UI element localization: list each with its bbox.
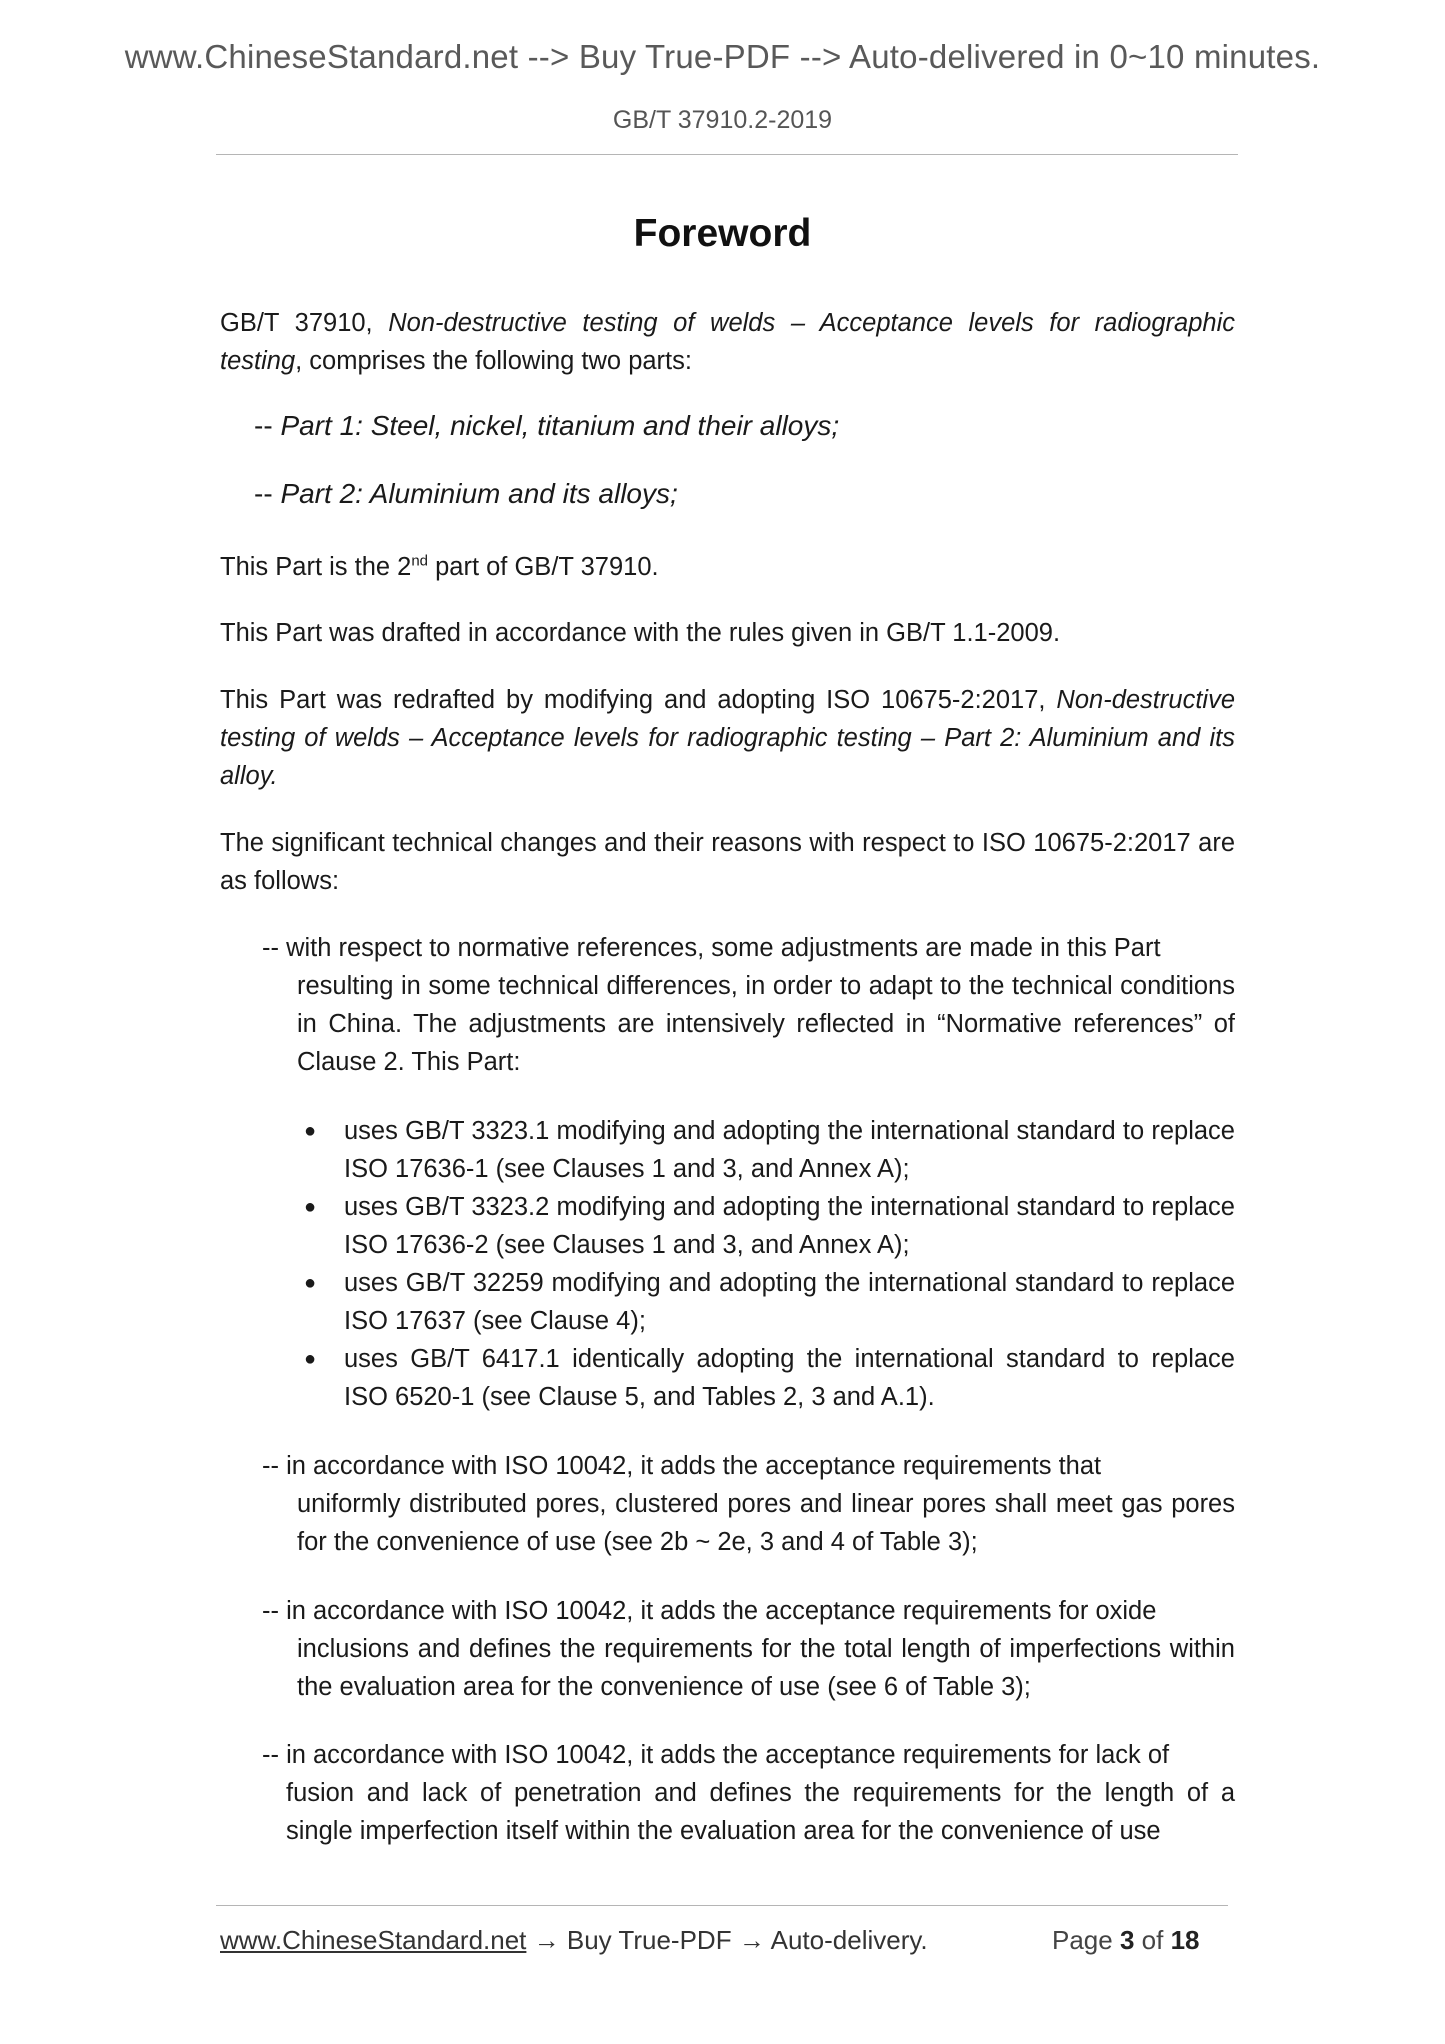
list-item: ● uses GB/T 3323.2 modifying and adopting the international standard to replace ISO 17636-2 (see Clauses 1 and 3, and Annex A); bbox=[304, 1189, 1235, 1264]
ordinal-superscript: nd bbox=[411, 552, 429, 570]
document-code: GB/T 37910.2-2019 bbox=[612, 106, 833, 134]
change-item-oxide-inclusions: -- in accordance with ISO 10042, it adds the acceptance requirements for oxide inclusions and defines the requirements for the total length of imperfections within the evaluation area for the convenience of use (see 6 of Table 3); bbox=[262, 1597, 1235, 1701]
bullet-list bbox=[304, 1113, 1235, 1417]
footer-divider bbox=[216, 1905, 1228, 1906]
bullet-icon: ● bbox=[304, 1196, 317, 1218]
arrow-right-icon: → bbox=[738, 1925, 765, 1955]
top-banner: www.ChineseStandard.net --> Buy True-PDF --> Auto-delivered in 0~10 minutes. bbox=[124, 38, 1321, 75]
bullet-icon: ● bbox=[304, 1120, 317, 1142]
changes-intro-paragraph: The significant technical changes and their reasons with respect to ISO 10675-2:2017 are as follows: bbox=[220, 829, 1235, 895]
bullet-icon: ● bbox=[304, 1348, 317, 1370]
intro-text: GB/T 37910, bbox=[220, 309, 389, 337]
arrow-right-icon: → bbox=[533, 1925, 560, 1955]
part-2-label: Part 2: Aluminium and its alloys; bbox=[280, 478, 678, 509]
change-item-normative-references: -- with respect to normative references, some adjustments are made in this Part resulting in some technical differences, in order to adapt to the technical conditions in China. The adjustments are intensively reflected in “Normative references” of Clause 2. This Part: bbox=[262, 934, 1235, 1076]
page-title: Foreword bbox=[633, 212, 812, 255]
footer-link-text bbox=[220, 1925, 928, 1956]
part-1-label: Part 1: Steel, nickel, titanium and their alloys; bbox=[280, 410, 840, 441]
list-item: ● uses GB/T 32259 modifying and adopting the international standard to replace ISO 17637 (see Clause 4); bbox=[304, 1265, 1235, 1340]
page-number: 3 bbox=[1119, 1925, 1135, 1955]
part-item: -- Part 1: Steel, nickel, titanium and their alloys; bbox=[254, 410, 840, 441]
intro-text-end: , comprises the following two parts: bbox=[295, 347, 692, 375]
footer-delivery-label: Auto-delivery. bbox=[770, 1925, 928, 1955]
part-number-paragraph: This Part is the 2nd part of GB/T 37910. bbox=[220, 552, 659, 581]
part-item: -- Part 2: Aluminium and its alloys; bbox=[254, 478, 678, 509]
page-indicator: Page 3 of 18 bbox=[1052, 1925, 1200, 1955]
bullet-icon: ● bbox=[304, 1272, 317, 1294]
page-total: 18 bbox=[1170, 1925, 1200, 1955]
change-item-lack-of-fusion: -- in accordance with ISO 10042, it adds the acceptance requirements for lack of fusion and lack of penetration and defines the requirements for the length of a single imperfection itself within the evaluation area for the convenience of use bbox=[262, 1741, 1235, 1845]
redrafted-paragraph: This Part was redrafted by modifying and adopting ISO 10675-2:2017, Non-destructive testing of welds – Acceptance levels for radiographic testing – Part 2: Aluminium and its alloy. bbox=[220, 686, 1235, 790]
drafted-paragraph: This Part was drafted in accordance with the rules given in GB/T 1.1-2009. bbox=[220, 619, 1061, 647]
footer-buy-label: Buy True-PDF bbox=[566, 1925, 732, 1955]
standard-title: Non-destructive testing of welds – Acceptance levels for radiographic testing bbox=[220, 309, 1235, 375]
list-item: ● uses GB/T 6417.1 identically adopting the international standard to replace ISO 6520-1 (see Clause 5, and Tables 2, 3 and A.1). bbox=[304, 1341, 1235, 1416]
header-divider bbox=[216, 154, 1238, 155]
list-item: ● uses GB/T 3323.1 modifying and adopting the international standard to replace ISO 17636-1 (see Clauses 1 and 3, and Annex A); bbox=[304, 1113, 1235, 1188]
iso-title: Non-destructive testing of welds – Acceptance levels for radiographic testing – Part 2: Aluminium and its alloy. bbox=[220, 686, 1235, 790]
change-item-gas-pores: -- in accordance with ISO 10042, it adds the acceptance requirements that uniformly distributed pores, clustered pores and linear pores shall meet gas pores for the convenience of use (see 2b ~ 2e, 3 and 4 of Table 3); bbox=[262, 1452, 1235, 1556]
footer-website-link[interactable]: www.ChineseStandard.net bbox=[220, 1925, 527, 1955]
intro-paragraph bbox=[220, 304, 1235, 380]
